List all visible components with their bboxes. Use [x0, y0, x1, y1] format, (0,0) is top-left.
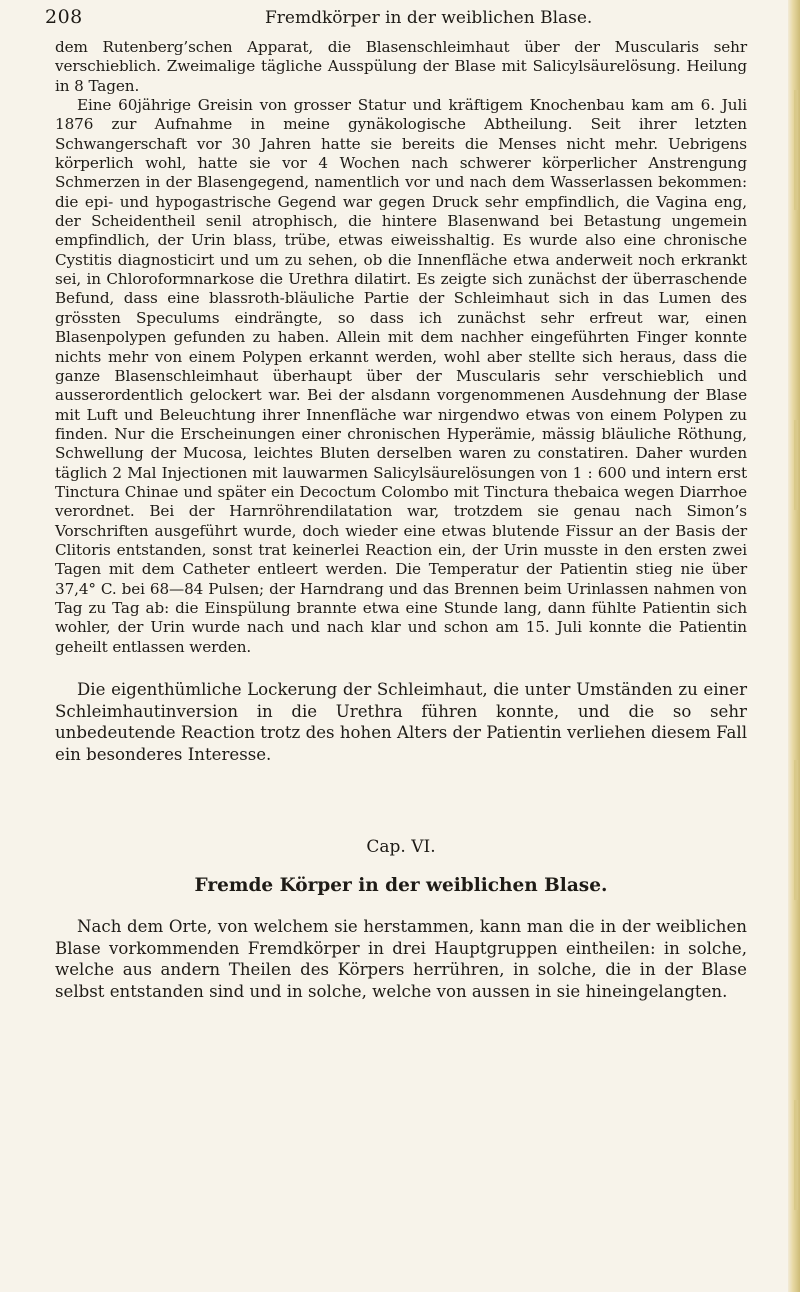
page-edge — [788, 0, 800, 1292]
running-head — [45, 6, 747, 36]
chapter-title: Fremde Körper in der weiblichen Blase. — [194, 875, 608, 896]
paragraph-chapter-intro: Nach dem Orte, von welchem sie herstammen, kann man die in der weiblichen Blase vorkommenden Fremdkörper in drei Hauptgruppen eintheilen: in solche, welche aus andern Theilen des Körpers herrühren, in solche, die in der Blase selbst entstanden sind und in solche, welche von aussen in sie hineingelangten. — [55, 917, 747, 1001]
page-number: 208 — [45, 6, 83, 28]
paragraph-case-report: Eine 60jährige Greisin von grosser Statur und kräftigem Knochenbau kam am 6. Juli 1876 zur Aufnahme in meine gynäkologische Abtheilung. Seit ihrer letzten Schwangerschaft vor 30 Jahren hatte sie bereits die Menses nicht mehr. Uebrigens körperlich wohl, hatte sie vor 4 Wochen nach schwerer körperlicher Anstrengung Schmerzen in der Blasengegend, namentlich vor und nach dem Wasserlassen bekommen: die epi- und hypogastrische Gegend war gegen Druck sehr empfindlich, die Vagina eng, der Scheidentheil senil atrophisch, die hintere Blasenwand bei Betastung ungemein empfindlich, der Urin blass, trübe, etwas eiweisshaltig. Es wurde also eine chronische Cystitis diagnosticirt und um zu sehen, ob die Innenfläche etwa anderweit noch erkrankt sei, in Chloroformnarkose die Urethra dilatirt. Es zeigte sich zunächst der überraschende Befund, dass eine blassroth-bläuliche Partie der Schleimhaut sich in das Lumen des grössten Speculums eindrängte, so dass ich zunächst sehr erfreut war, einen Blasenpolypen gefunden zu haben. Allein mit dem nachher eingeführten Finger konnte nichts mehr von einem Polypen erkannt werden, wohl aber stellte sich heraus, dass die ganze Blasenschleimhaut überhaupt über der Muscularis sehr verschieblich und ausserordentlich gelockert war. Bei der alsdann vorgenommenen Ausdehnung der Blase mit Luft und Beleuchtung ihrer Innenfläche war nirgendwo etwas von einem Polypen zu finden. Nur die Erscheinungen einer chronischen Hyperämie, mässig bläuliche Röthung, Schwellung der Mucosa, leichtes Bluten derselben waren zu constatiren. Daher wurden täglich 2 Mal Injectionen mit lauwarmen Salicylsäurelösungen von 1 : 600 und intern erst Tinctura Chinae und später ein Decoctum Colombo mit Tinctura thebaica wegen Diarrhoe verordnet. Bei der Harnröhrendilatation war, trotzdem sie genau nach Simon’s Vorschriften ausgeführt wurde, doch wieder eine etwas blutende Fissur an der Basis der Clitoris entstanden, sonst trat keinerlei Reaction ein, der Urin musste in den ersten zwei Tagen mit dem Catheter entleert werden. Die Temperatur der Patientin stieg nie über 37,4° C. bei 68—84 Pulsen; der Harndrang und das Brennen beim Urinlassen nahmen von Tag zu Tag ab: die Einspülung brannte etwa eine Stunde lang, dann fühlte Patientin sich wohler, der Urin wurde nach und nach klar und schon am 15. Juli konnte die Patientin geheilt entlassen werden. — [55, 96, 747, 656]
body-text — [55, 38, 747, 1002]
running-title: Fremdkörper in der weiblichen Blase. — [265, 8, 593, 28]
chapter-label: Cap. VI. — [366, 837, 436, 857]
paragraph-commentary: Die eigenthümliche Lockerung der Schleimhaut, die unter Umständen zu einer Schleimhautinversion in die Urethra führen konnte, und die so sehr unbedeutende Reaction trotz des hohen Alters der Patientin verliehen diesem Fall ein besonderes Interesse. — [55, 680, 747, 764]
paragraph-case-end: dem Rutenberg’schen Apparat, die Blasenschleimhaut über der Muscularis sehr verschieblich. Zweimalige tägliche Ausspülung der Blase mit Salicylsäurelösung. Heilung in 8 Tagen. — [55, 38, 747, 95]
